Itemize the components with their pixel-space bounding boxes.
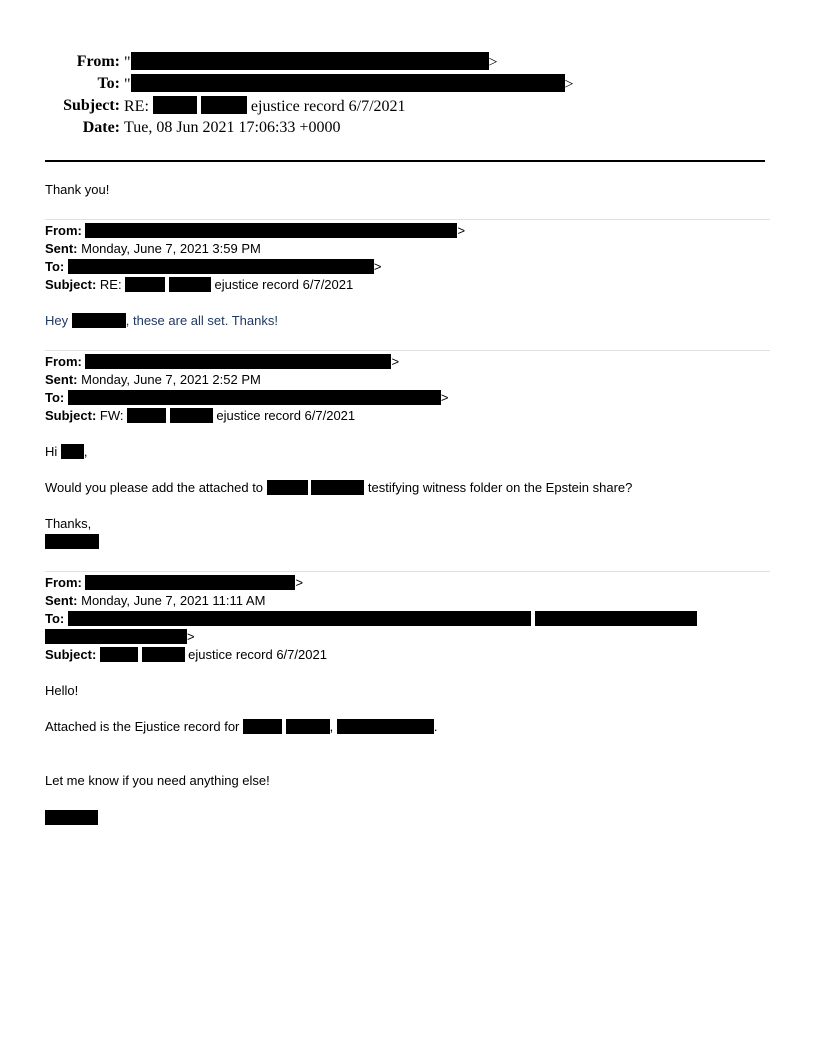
redaction	[127, 408, 166, 423]
msg3-to-row: To:	[45, 610, 697, 628]
redaction	[85, 223, 457, 238]
message-separator	[45, 219, 770, 220]
redaction	[267, 480, 308, 495]
redaction	[85, 575, 295, 590]
redaction	[286, 719, 330, 734]
redaction	[68, 390, 441, 405]
header-from-value: " >	[124, 54, 498, 71]
header-subject-label: Subject:	[63, 97, 120, 114]
msg1-to-row: To: >	[45, 259, 382, 274]
redaction	[45, 810, 98, 825]
msg2-signature	[45, 533, 99, 551]
msg2-from-row: From: >	[45, 354, 400, 369]
msg2-greeting: Hi ,	[45, 444, 88, 459]
msg3-from-row: From: >	[45, 575, 304, 590]
message-separator	[45, 350, 770, 351]
redaction	[201, 96, 247, 114]
msg1-body: Hey , these are all set. Thanks!	[45, 313, 278, 328]
header-date-value: Tue, 08 Jun 2021 17:06:33 +0000	[124, 119, 341, 136]
msg3-body: Attached is the Ejustice record for , .	[45, 719, 438, 734]
redaction	[153, 96, 197, 114]
msg2-to-row: To: >	[45, 390, 449, 405]
redaction	[68, 611, 531, 626]
msg2-body: Would you please add the attached to testifying witness folder on the Epstein share?	[45, 480, 633, 495]
msg3-greeting: Hello!	[45, 683, 79, 698]
msg3-subject-row: Subject: ejustice record 6/7/2021	[45, 647, 327, 662]
redaction	[535, 611, 697, 626]
msg3-sent-row: Sent: Monday, June 7, 2021 11:11 AM	[45, 593, 266, 608]
redaction	[68, 259, 374, 274]
redaction	[131, 74, 565, 92]
redaction	[243, 719, 282, 734]
redaction	[142, 647, 185, 662]
redaction	[311, 480, 364, 495]
redaction	[337, 719, 434, 734]
msg2-sent-row: Sent: Monday, June 7, 2021 2:52 PM	[45, 372, 261, 387]
msg2-subject-row: Subject: FW: ejustice record 6/7/2021	[45, 408, 356, 423]
msg3-to-row-continued: >	[45, 628, 195, 646]
redaction	[72, 313, 126, 328]
header-date-label: Date:	[82, 119, 120, 136]
msg1-sent-row: Sent: Monday, June 7, 2021 3:59 PM	[45, 241, 261, 256]
redaction	[131, 52, 489, 70]
message-separator	[45, 571, 770, 572]
msg3-closing: Let me know if you need anything else!	[45, 773, 270, 788]
header-from-label: From:	[76, 53, 120, 70]
msg1-subject-row: Subject: RE: ejustice record 6/7/2021	[45, 277, 354, 292]
header-subject-value: RE: ejustice record 6/7/2021	[124, 98, 406, 115]
redaction	[125, 277, 165, 292]
redaction	[85, 354, 391, 369]
redaction	[100, 647, 138, 662]
top-body-text: Thank you!	[45, 182, 110, 197]
header-to-value: " >	[124, 76, 574, 93]
redaction	[169, 277, 211, 292]
msg2-closing: Thanks,	[45, 516, 92, 531]
header-divider	[45, 160, 765, 162]
msg1-from-row: From: >	[45, 223, 466, 238]
redaction	[45, 629, 187, 644]
redaction	[61, 444, 84, 459]
redaction	[45, 534, 99, 549]
redaction	[170, 408, 213, 423]
header-to-label: To:	[97, 75, 120, 92]
msg3-signature	[45, 809, 98, 827]
